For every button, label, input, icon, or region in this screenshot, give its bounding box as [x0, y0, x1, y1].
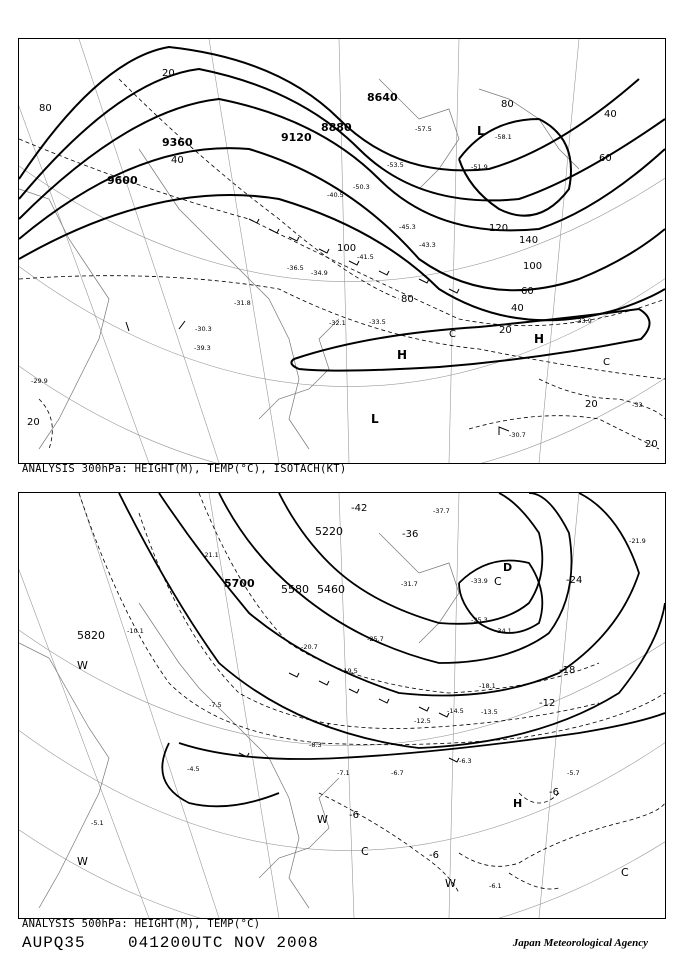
temp-contour-label: -24 [566, 575, 583, 586]
station-temp: -41.5 [357, 253, 374, 261]
station-temps-500 [91, 507, 646, 890]
station-temp: -34.1 [495, 627, 512, 635]
station-temp: -45.3 [399, 223, 416, 231]
station-temp: -18.1 [479, 682, 496, 690]
station-temp: -50.3 [353, 183, 370, 191]
height-label: 5220 [315, 525, 343, 538]
height-label: 9120 [281, 131, 312, 144]
station-temp: -58.1 [495, 133, 512, 141]
agency-name: Japan Meteorological Agency [512, 937, 648, 949]
isotach-label: 120 [489, 223, 509, 234]
station-temp: -51.9 [471, 163, 488, 171]
station-temp: -13.5 [481, 708, 498, 716]
station-temp: -7.5 [209, 701, 222, 709]
station-temp: -33.9 [575, 317, 592, 325]
station-temp: -40.5 [327, 191, 344, 199]
isotach-label: 100 [337, 243, 357, 254]
pressure-center: C [494, 575, 502, 588]
isotach-label: 80 [501, 99, 514, 110]
station-temp: -6.3 [459, 757, 472, 765]
station-temp: -10.1 [127, 627, 144, 635]
isotach-label: 60 [599, 153, 612, 164]
station-temp: -43.3 [419, 241, 436, 249]
temp-contour-label: -36 [402, 529, 419, 540]
station-temp: -4.5 [187, 765, 200, 773]
caption-500hpa: ANALYSIS 500hPa: HEIGHT(M), TEMP(°C) [22, 918, 261, 930]
height-label: 8640 [367, 91, 398, 104]
isotach-label: 80 [39, 103, 52, 114]
station-temp: -33.5 [369, 318, 386, 326]
temp-contour-label: -18 [559, 665, 576, 676]
isotach-label: 80 [401, 294, 414, 305]
isotach-label: 40 [511, 303, 524, 314]
height-label: 5460 [317, 583, 345, 596]
station-temp: -31.7 [401, 580, 418, 588]
isotach-label: 60 [521, 286, 534, 297]
station-temp: -32.1 [329, 319, 346, 327]
pressure-center-high: H [534, 332, 545, 346]
pressure-center-cold: C [603, 357, 610, 368]
analysis-500hpa-map [18, 492, 666, 919]
pressure-center-high: H [513, 797, 523, 810]
isotach-label: 20 [645, 439, 658, 450]
station-temp: -33 [632, 401, 643, 409]
station-temp: -20.7 [301, 643, 318, 651]
isotach-label: 40 [604, 109, 617, 120]
station-temp: -33.9 [471, 577, 488, 585]
station-temp: -37.7 [433, 507, 450, 515]
isotach-label: 20 [585, 399, 598, 410]
station-temp: -19.5 [341, 667, 358, 675]
analysis-time: 041200UTC NOV 2008 [128, 934, 319, 952]
graticule-500 [19, 493, 665, 918]
temp-contour-labels-500 [349, 503, 582, 861]
station-temp: -6.1 [489, 882, 502, 890]
map-500hpa-svg [19, 493, 665, 918]
temp-contour-label: -12 [539, 698, 556, 709]
station-temp: -5.1 [91, 819, 104, 827]
station-temp: -7.1 [337, 769, 350, 777]
chart-code: AUPQ35 [22, 934, 86, 952]
analysis-300hpa-map [18, 38, 666, 464]
height-label: 5820 [77, 629, 105, 642]
station-temp: -29.9 [31, 377, 48, 385]
station-temp: -14.5 [447, 707, 464, 715]
pressure-center-cold: C [449, 329, 456, 340]
isotach-label: 40 [171, 155, 184, 166]
isotherms-500 [79, 493, 665, 893]
pressure-center: W [77, 855, 88, 868]
station-temp: -36.5 [287, 264, 304, 272]
station-temp: -57.5 [415, 125, 432, 133]
station-temp: -30.7 [509, 431, 526, 439]
station-temp: -30.3 [195, 325, 212, 333]
station-temp: -31.8 [234, 299, 251, 307]
station-temp: -6.7 [391, 769, 404, 777]
height-labels-300 [107, 91, 398, 187]
station-temp: -53.5 [387, 161, 404, 169]
height-contours-500 [119, 493, 665, 806]
station-temp: -5.7 [567, 769, 580, 777]
isotach-label: 20 [162, 68, 175, 79]
station-temp: -35.3 [471, 616, 488, 624]
pressure-center: C [621, 866, 629, 879]
pressure-center-high: H [397, 348, 408, 362]
caption-300hpa: ANALYSIS 300hPa: HEIGHT(M), TEMP(°C), ISOTACH(KT) [22, 463, 347, 475]
station-temp: -21.9 [629, 537, 646, 545]
pressure-center-low: L [371, 412, 379, 426]
temp-contour-label: -6 [349, 810, 359, 821]
station-temp: -34.9 [311, 269, 328, 277]
pressure-center: W [445, 877, 456, 890]
station-temp: -8.3 [309, 741, 322, 749]
station-temp: -12.5 [414, 717, 431, 725]
temp-contour-label: -6 [549, 787, 559, 798]
pressure-center: W [317, 813, 328, 826]
pressure-center: D [503, 561, 513, 574]
station-temp: -21.1 [202, 551, 219, 559]
pressure-center: W [77, 659, 88, 672]
height-labels-500 [77, 525, 345, 642]
pressure-center: C [361, 845, 369, 858]
height-label: 5580 [281, 583, 309, 596]
height-label: 8880 [321, 121, 352, 134]
height-label: 9600 [107, 174, 138, 187]
height-label: 5700 [224, 577, 255, 590]
height-label: 9360 [162, 136, 193, 149]
wind-barbs-300 [126, 219, 509, 435]
station-temp: -39.3 [194, 344, 211, 352]
temp-contour-label: -6 [429, 850, 439, 861]
isotach-label: 140 [519, 235, 539, 246]
temp-contour-label: -42 [351, 503, 368, 514]
station-temp: -25.7 [367, 635, 384, 643]
isotach-label: 100 [523, 261, 543, 272]
map-300hpa-svg [19, 39, 665, 463]
isotach-label: 20 [499, 325, 512, 336]
isotach-label: 20 [27, 417, 40, 428]
pressure-center-low: L [477, 124, 485, 138]
